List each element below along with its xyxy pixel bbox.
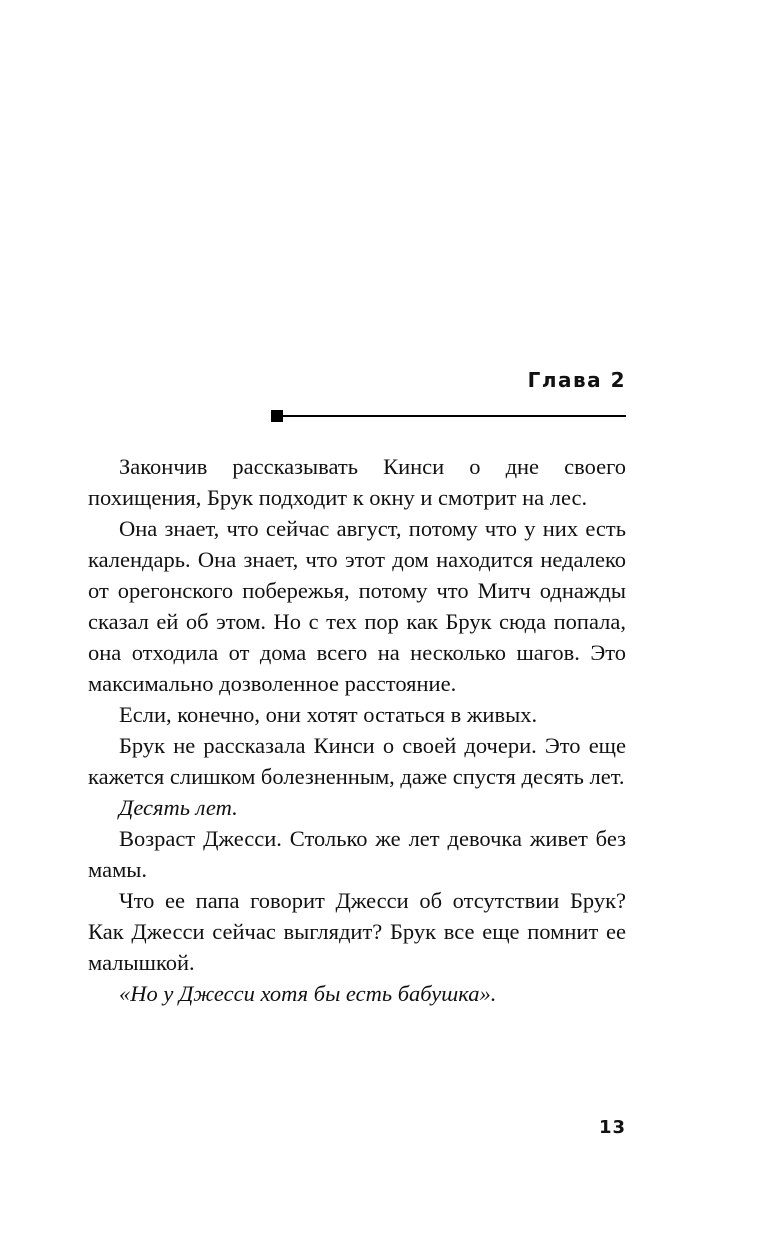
paragraph: Что ее папа говорит Джесси об отсутствии Брук? Как Джесси сейчас выглядит? Брук все еще помнит ее малышкой. <box>88 888 626 975</box>
page-number: 13 <box>598 1117 626 1138</box>
divider-line <box>283 415 626 417</box>
divider-square <box>271 410 283 422</box>
paragraph: Она знает, что сейчас август, потому что у них есть календарь. Она знает, что этот дом находится недалеко от орегонского побережья, потому что Митч однажды сказал ей об этом. Но с тех пор как Брук сюда попала, она отходила от дома всего на несколько шагов. Это максимально дозволенное расстояние. <box>88 516 626 696</box>
paragraph: Закончив рассказывать Кинси о дне своего похищения, Брук подходит к окну и смотрит на лес. <box>88 454 626 510</box>
paragraph: Возраст Джесси. Столько же лет девочка живет без мамы. <box>88 826 626 882</box>
body-text <box>88 451 626 1009</box>
paragraph: «Но у Джесси хотя бы есть бабушка». <box>119 981 497 1006</box>
paragraph: Если, конечно, они хотят остаться в живых. <box>119 702 538 727</box>
chapter-title: Глава 2 <box>527 368 626 392</box>
chapter-divider <box>271 409 626 423</box>
paragraph: Брук не рассказала Кинси о своей дочери. Это еще кажется слишком болезненным, даже спустя десять лет. <box>88 733 626 789</box>
paragraph: Десять лет. <box>119 795 238 820</box>
